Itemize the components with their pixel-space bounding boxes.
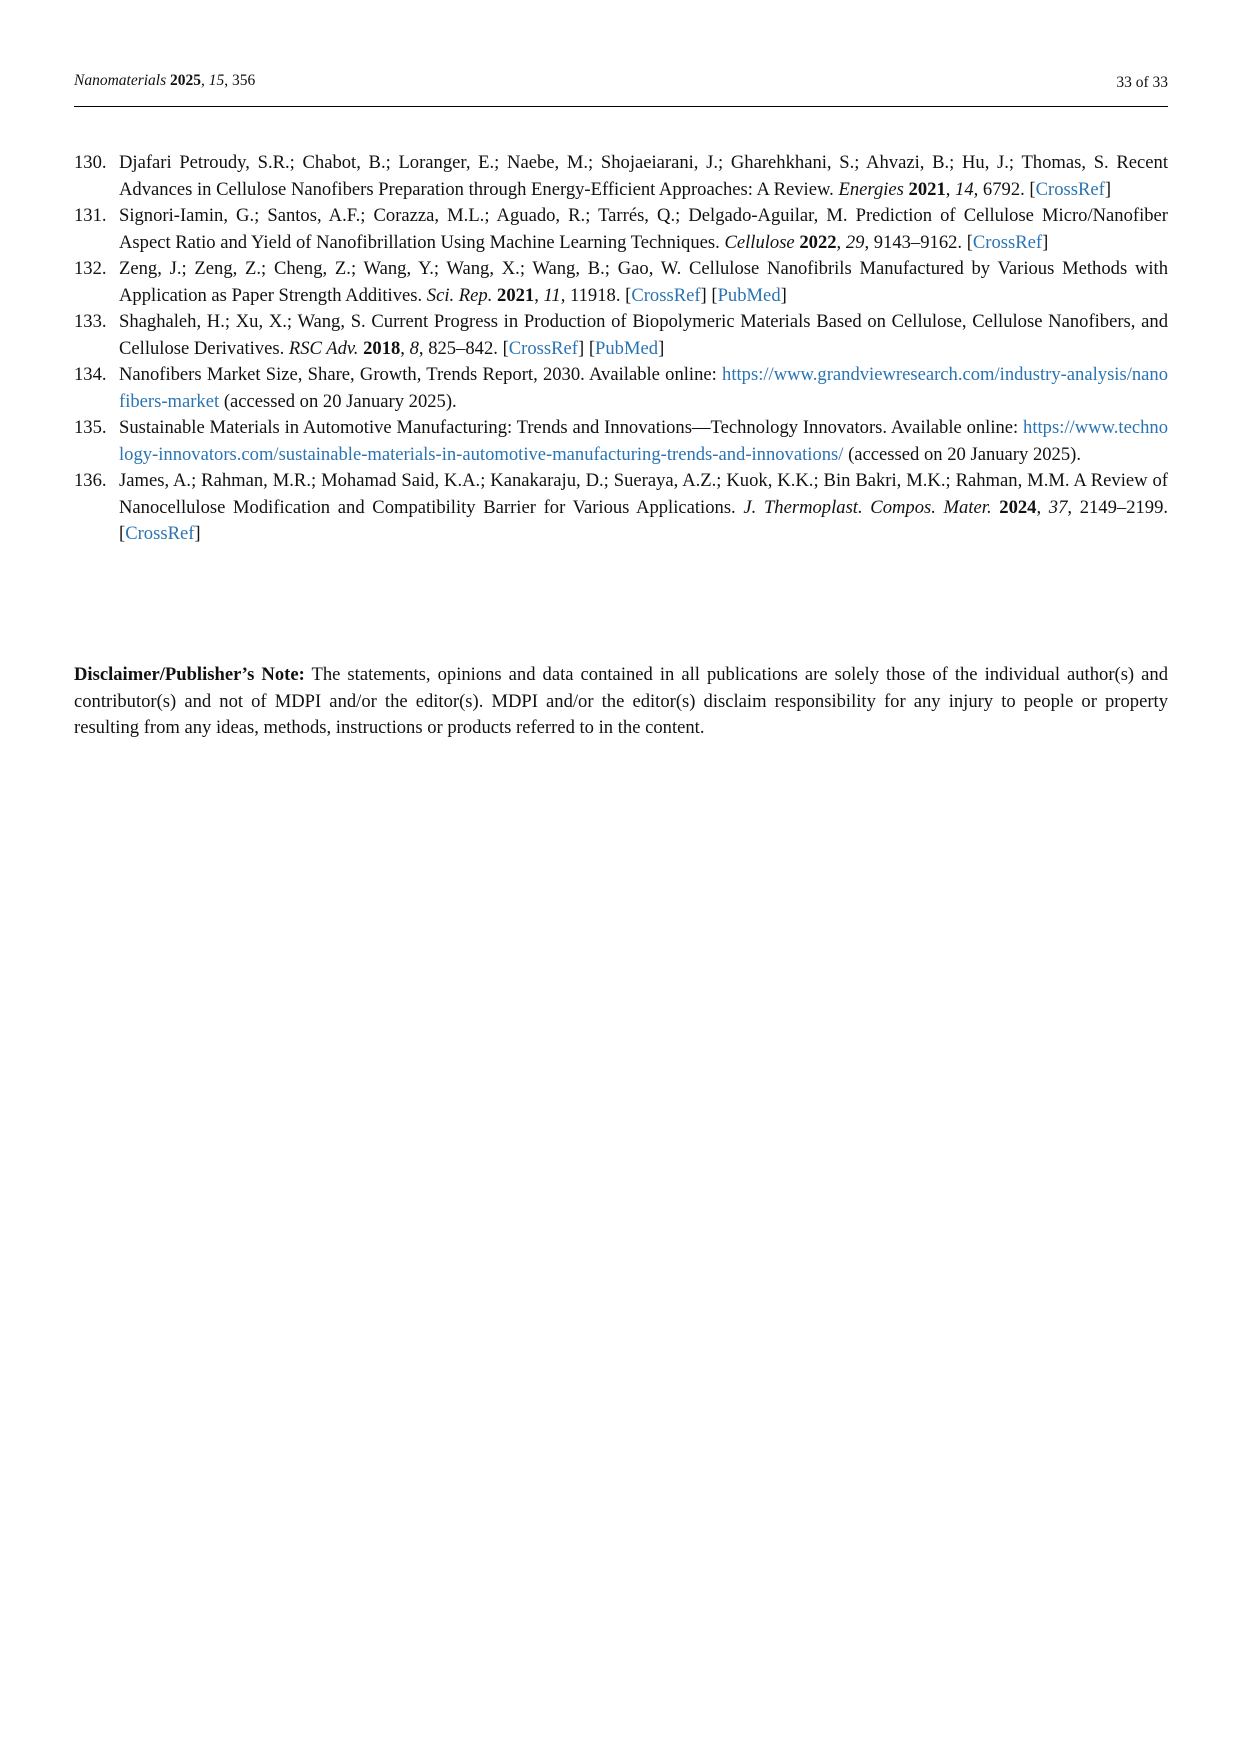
reference-number: 132.	[74, 258, 107, 279]
reference-text: James, A.; Rahman, M.R.; Mohamad Said, K.A.; Kanakaraju, D.; Sueraya, A.Z.; Kuok, K.K.; Bin Bakri, M.K.; Rahman, M.M. A Review of Nanocellulose Modification and Compatibility Barrier for Various Applications.	[119, 470, 1168, 518]
reference-year: 2018	[363, 337, 401, 359]
reference-journal: Energies	[838, 178, 904, 200]
reference-journal: RSC Adv.	[288, 337, 359, 359]
crossref-link[interactable]: CrossRef	[972, 231, 1043, 253]
reference-number: 134.	[74, 364, 107, 385]
reference-year: 2024	[999, 496, 1037, 518]
reference-number: 135.	[74, 417, 107, 438]
page-header	[74, 72, 1168, 107]
reference-item: 130. Djafari Petroudy, S.R.; Chabot, B.; Loranger, E.; Naebe, M.; Shojaeiarani, J.; Gharehkhani, S.; Ahvazi, B.; Hu, J.; Thomas, S. Recent Advances in Cellulose Nanofibers Preparation through Energy-Efficient Approaches: A Review. Energies 2021, 14, 6792. [CrossRef]	[74, 152, 1168, 200]
reference-text: Shaghaleh, H.; Xu, X.; Wang, S. Current Progress in Production of Biopolymeric Materials Based on Cellulose, Cellulose Nanofibers, and Cellulose Derivatives.	[119, 311, 1168, 359]
journal-name: Nanomaterials	[74, 72, 167, 89]
pubmed-link[interactable]: PubMed	[595, 337, 659, 359]
crossref-link[interactable]: CrossRef	[631, 284, 701, 306]
article-number: 356	[232, 72, 256, 89]
reference-pages: 2149–2199.	[1079, 496, 1169, 518]
reference-journal: Sci. Rep.	[426, 284, 493, 306]
reference-text: Nanofibers Market Size, Share, Growth, Trends Report, 2030. Available online:	[119, 364, 717, 385]
reference-volume: 11	[543, 284, 561, 306]
reference-volume: 14	[955, 178, 974, 200]
reference-accessed: (accessed on 20 January 2025).	[848, 443, 1081, 465]
reference-pages: 825–842.	[428, 337, 498, 359]
reference-volume: 29	[845, 231, 865, 253]
reference-item: 132. Zeng, J.; Zeng, Z.; Cheng, Z.; Wang, Y.; Wang, X.; Wang, B.; Gao, W. Cellulose Nanofibrils Manufactured by Various Methods with Application as Paper Strength Additives. Sci. Rep. 2021, 11, 11918. [CrossRef] [PubMed]	[74, 258, 1168, 306]
crossref-link[interactable]: CrossRef	[125, 523, 195, 544]
reference-list	[74, 150, 1168, 548]
reference-year: 2022	[799, 231, 837, 253]
reference-item: 136. James, A.; Rahman, M.R.; Mohamad Said, K.A.; Kanakaraju, D.; Sueraya, A.Z.; Kuok, K.K.; Bin Bakri, M.K.; Rahman, M.M. A Review of Nanocellulose Modification and Compatibility Barrier for Various Applications. J. Thermoplast. Compos. Mater. 2024, 37, 2149–2199. [CrossRef]	[74, 470, 1169, 544]
reference-url-link[interactable]: https://www.technology-innovators.com/sustainable-materials-in-automotive-manufacturing-trends-and-innovations/	[119, 417, 1168, 465]
reference-item	[74, 415, 1168, 468]
reference-text: Djafari Petroudy, S.R.; Chabot, B.; Loranger, E.; Naebe, M.; Shojaeiarani, J.; Gharehkhani, S.; Ahvazi, B.; Hu, J.; Thomas, S. Recent Advances in Cellulose Nanofibers Preparation through Energy-Efficient Approaches: A Review.	[119, 152, 1168, 200]
disclaimer-text: The statements, opinions and data contained in all publications are solely those of the individual author(s) and contributor(s) and not of MDPI and/or the editor(s). MDPI and/or the editor(s) disclaim responsibility for any injury to people or property resulting from any ideas, methods, instructions or products referred to in the content.	[74, 664, 1169, 738]
reference-year: 2021	[497, 284, 535, 306]
reference-text: Sustainable Materials in Automotive Manufacturing: Trends and Innovations—Technology Innovators. Available online:	[119, 417, 1019, 438]
journal-citation: Nanomaterials 2025, 15, 356	[74, 72, 256, 89]
reference-text: Zeng, J.; Zeng, Z.; Cheng, Z.; Wang, Y.; Wang, X.; Wang, B.; Gao, W. Cellulose Nanofibrils Manufactured by Various Methods with Application as Paper Strength Additives.	[119, 258, 1168, 306]
reference-url-link[interactable]: https://www.grandviewresearch.com/industry-analysis/nanofibers-market	[119, 364, 1169, 412]
reference-pages: 11918.	[570, 284, 621, 306]
reference-text: Signori-Iamin, G.; Santos, A.F.; Corazza, M.L.; Aguado, R.; Tarrés, Q.; Delgado-Aguilar, M. Prediction of Cellulose Micro/Nanofiber Aspect Ratio and Yield of Nanofibrillation Using Machine Learning Techniques.	[119, 205, 1168, 253]
reference-accessed: (accessed on 20 January 2025).	[223, 390, 457, 412]
crossref-link[interactable]: CrossRef	[508, 337, 578, 359]
reference-journal: Cellulose	[724, 231, 795, 253]
reference-number: 130.	[74, 152, 107, 173]
reference-number: 133.	[74, 311, 107, 332]
reference-item: 131. Signori-Iamin, G.; Santos, A.F.; Corazza, M.L.; Aguado, R.; Tarrés, Q.; Delgado-Aguilar, M. Prediction of Cellulose Micro/Nanofiber Aspect Ratio and Yield of Nanofibrillation Using Machine Learning Techniques. Cellulose 2022, 29, 9143–9162. [CrossRef]	[74, 205, 1168, 253]
reference-volume: 8	[409, 337, 419, 359]
journal-volume: 15	[208, 72, 225, 89]
reference-item	[74, 362, 1168, 415]
reference-item: 133. Shaghaleh, H.; Xu, X.; Wang, S. Current Progress in Production of Biopolymeric Materials Based on Cellulose, Cellulose Nanofibers, and Cellulose Derivatives. RSC Adv. 2018, 8, 825–842. [CrossRef] [PubMed]	[74, 311, 1168, 359]
reference-pages: 9143–9162.	[873, 231, 963, 253]
disclaimer-label: Disclaimer/Publisher’s Note:	[74, 664, 305, 685]
reference-year: 2021	[908, 178, 946, 200]
page-indicator: 33 of 33	[1116, 74, 1168, 91]
reference-number: 131.	[74, 205, 107, 226]
publisher-disclaimer	[74, 662, 1168, 742]
reference-pages: 6792.	[982, 178, 1025, 200]
reference-number: 136.	[74, 470, 107, 491]
crossref-link[interactable]: CrossRef	[1035, 178, 1105, 200]
pubmed-link[interactable]: PubMed	[717, 284, 781, 306]
journal-year: 2025	[170, 72, 202, 89]
reference-volume: 37	[1048, 496, 1068, 518]
reference-journal: J. Thermoplast. Compos. Mater.	[743, 496, 992, 518]
